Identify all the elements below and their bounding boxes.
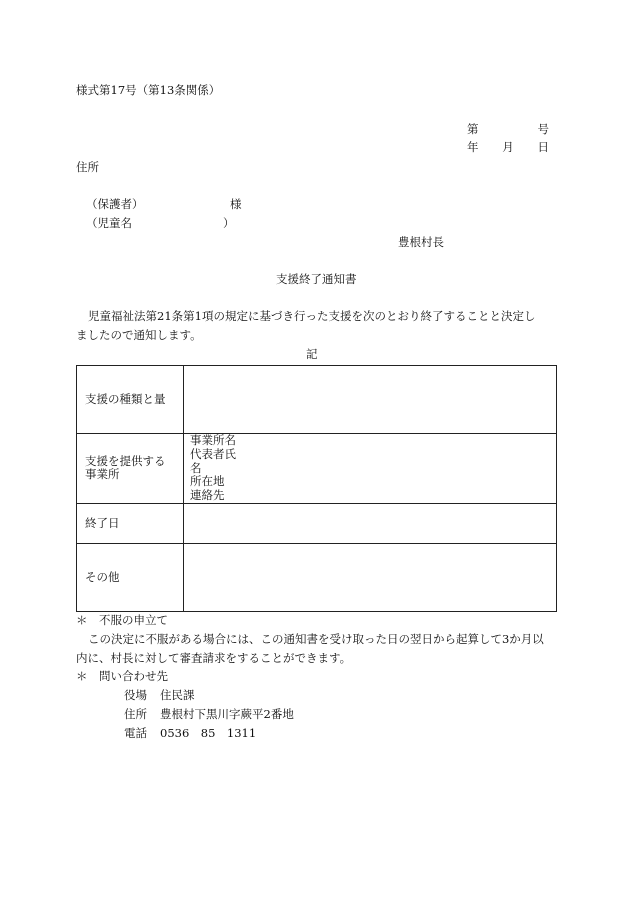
phone-label: 電話	[124, 726, 147, 740]
office-value: 住民課	[160, 688, 195, 702]
doc-number-prefix: 第	[467, 122, 479, 136]
detail-location: 所在地	[190, 474, 225, 489]
inquiry-heading: ＊ 問い合わせ先	[76, 669, 168, 683]
issue-date	[467, 141, 549, 155]
table-row	[77, 434, 557, 504]
date-month: 月	[502, 140, 514, 154]
phone-value: 0536 85 1311	[160, 726, 257, 740]
objection-text-line-1: この決定に不服がある場合には、この通知書を受け取った日の翌日から起算して3か月以	[88, 632, 544, 646]
issuer: 豊根村長	[398, 235, 444, 249]
table-row	[77, 366, 557, 434]
date-year: 年	[467, 140, 479, 154]
ki-label: 記	[306, 347, 318, 361]
date-day: 日	[537, 140, 549, 154]
document-number	[467, 123, 549, 137]
objection-text-line-2: 内に、村長に対して審査請求をすることができます。	[76, 651, 352, 665]
body-text-line-2: ましたので通知します。	[76, 328, 202, 342]
child-name-label: （児童名	[86, 216, 132, 230]
office-label: 役場	[124, 688, 147, 702]
recipient-address-label: 住所	[76, 160, 99, 174]
detail-representative: 代表者氏名	[190, 446, 236, 475]
document-title: 支援終了通知書	[276, 272, 357, 286]
other-label: その他	[85, 569, 120, 584]
inquiry-phone	[124, 727, 256, 741]
provider-details	[184, 434, 556, 503]
form-number: 様式第17号（第13条関係）	[76, 83, 221, 97]
provider-label-line-2: 事業所	[85, 467, 120, 482]
support-table	[76, 365, 557, 612]
support-type-value	[184, 366, 557, 434]
inquiry-address-value: 豊根村下黒川字蕨平2番地	[160, 707, 294, 721]
guardian-label: （保護者）	[86, 197, 144, 211]
objection-heading: ＊ 不服の申立て	[76, 613, 168, 627]
end-date-value	[184, 503, 557, 543]
provider-label-line-1: 支援を提供する	[85, 453, 166, 468]
inquiry-office	[124, 689, 195, 703]
other-value	[184, 543, 557, 611]
inquiry-address-label: 住所	[124, 707, 147, 721]
doc-number-suffix: 号	[537, 122, 549, 136]
detail-office-name: 事業所名	[190, 433, 236, 447]
detail-contact: 連絡先	[190, 488, 225, 503]
table-row	[77, 543, 557, 611]
inquiry-address	[124, 708, 294, 722]
body-text-line-1: 児童福祉法第21条第1項の規定に基づき行った支援を次のとおり終了することと決定し	[88, 309, 536, 323]
end-date-label: 終了日	[85, 515, 120, 530]
provider-label	[77, 455, 183, 483]
guardian-honorific: 様	[230, 197, 242, 211]
child-name-close: ）	[223, 216, 235, 230]
table-row	[77, 503, 557, 543]
support-type-label: 支援の種類と量	[85, 391, 166, 406]
